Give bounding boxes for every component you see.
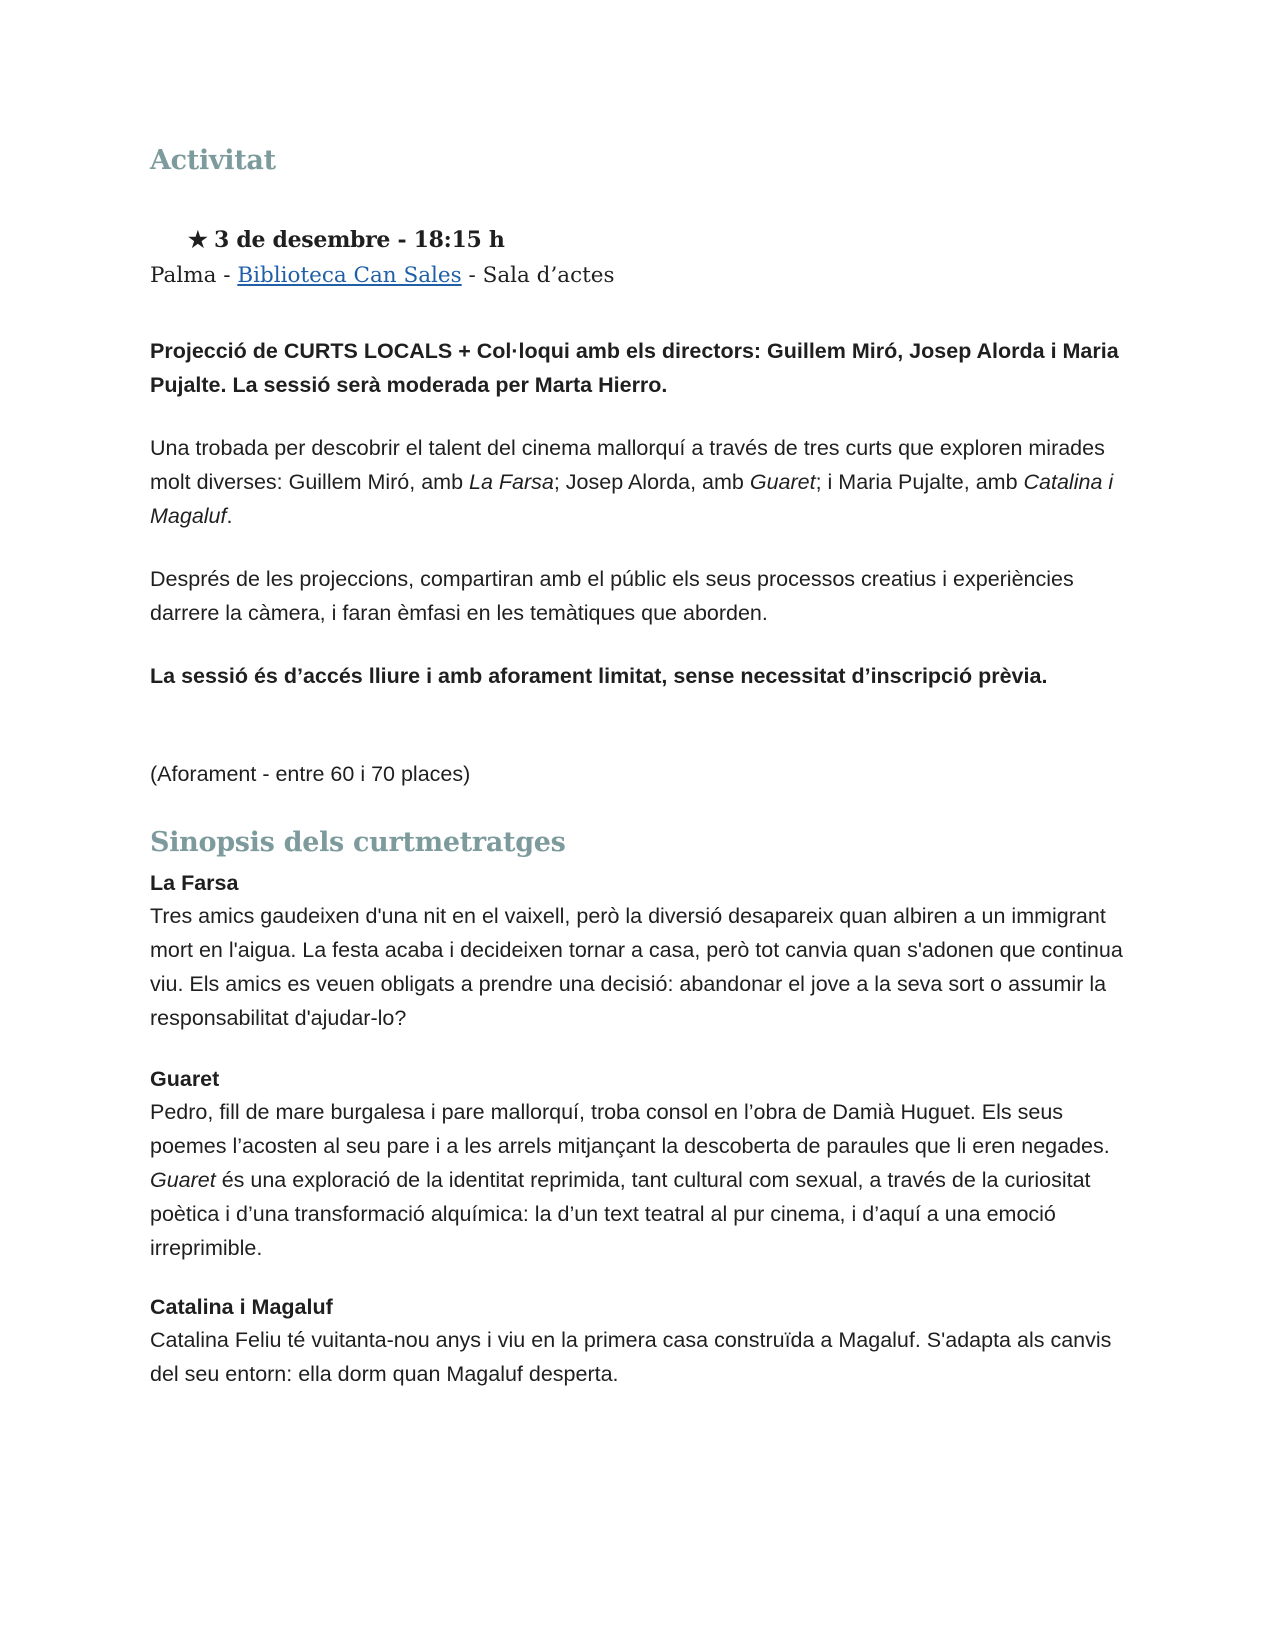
catalina-synopsis: Catalina Feliu té vuitanta-nou anys i viu en la primera casa construïda a Magaluf. S'adapta als canvis del seu entorn: ella dorm quan Magaluf desperta. xyxy=(150,1328,1112,1386)
library-link[interactable]: Biblioteca Can Sales xyxy=(237,263,462,288)
after-paragraph: Després de les projeccions, compartiran amb el públic els seus processos creatius i experiències darrere la càmera, i faran èmfasi en les temàtiques que aborden. xyxy=(150,567,1074,625)
catalina-title: Catalina i Magaluf xyxy=(150,1295,333,1319)
intro-text-1: Una trobada per descobrir el talent del cinema mallorquí a través de tres curts que exploren mirades molt diverses: Guillem Miró, amb xyxy=(150,436,1105,494)
star-icon: ★ xyxy=(188,227,208,253)
date-text: 3 de desembre - 18:15 h xyxy=(214,227,505,253)
date-line xyxy=(150,227,1130,253)
intro-paragraph xyxy=(150,431,1130,533)
session-title: Projecció de CURTS LOCALS + Col·loqui amb els directors: Guillem Miró, Josep Alorda i Maria Pujalte. La sessió serà moderada per Marta Hierro. xyxy=(150,339,1119,397)
activity-heading: Activitat xyxy=(150,145,276,176)
film-catalina: Catalina i Magaluf xyxy=(150,470,1114,528)
capacity-note: (Aforament - entre 60 i 70 places) xyxy=(150,762,471,786)
location-room: - Sala d’actes xyxy=(461,263,615,288)
film-guaret: Guaret xyxy=(749,470,816,494)
location-city: Palma - xyxy=(150,263,238,288)
film-la-farsa: La Farsa xyxy=(469,470,554,494)
guaret-title: Guaret xyxy=(150,1067,220,1091)
access-note: La sessió és d’accés lliure i amb aforament limitat, sense necessitat d’inscripció prèvia. xyxy=(150,664,1048,688)
guaret-italic: Guaret xyxy=(150,1168,216,1192)
intro-text-4: . xyxy=(226,504,233,528)
farsa-synopsis: Tres amics gaudeixen d'una nit en el vaixell, però la diversió desapareix quan albiren a un immigrant mort en l'aigua. La festa acaba i decideixen tornar a casa, però tot canvia quan s'adonen que continua viu. Els amics es veuen obligats a prendre una decisió: abandonar el jove a la seva sort o assumir la responsabilitat d'ajudar-lo? xyxy=(150,904,1123,1030)
guaret-text-1: Pedro, fill de mare burgalesa i pare mallorquí, troba consol en l’obra de Damià Huguet. Els seus poemes l’acosten al seu pare i a les arrels mitjançant la descoberta de paraules que li eren negades. xyxy=(150,1100,1110,1158)
synopses-heading: Sinopsis dels curtmetratges xyxy=(150,827,566,858)
intro-text-3: ; i Maria Pujalte, amb xyxy=(815,470,1024,494)
farsa-title: La Farsa xyxy=(150,871,239,895)
guaret-text-2: és una exploració de la identitat reprimida, tant cultural com sexual, a través de la curiositat poètica i d’una transformació alquímica: la d’un text teatral al pur cinema, i d’aquí a una emoció irreprimible. xyxy=(150,1168,1091,1260)
guaret-synopsis xyxy=(150,1095,1130,1265)
location-line xyxy=(150,263,1130,288)
intro-text-2: ; Josep Alorda, amb xyxy=(553,470,750,494)
